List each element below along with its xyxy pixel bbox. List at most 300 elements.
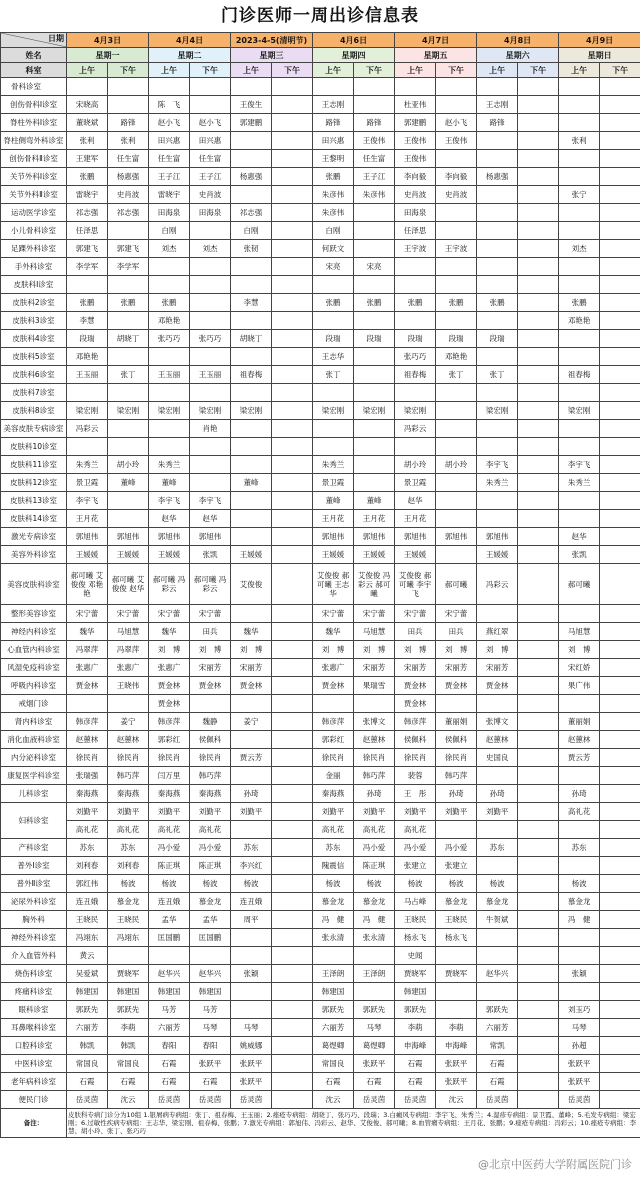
doctor-cell: 艾俊俊 郝可曦 李宇飞 — [395, 564, 436, 605]
doctor-cell: 张巧巧 — [149, 330, 190, 348]
doctor-cell: 李宇飞 — [559, 456, 600, 474]
doctor-cell — [600, 1001, 640, 1019]
doctor-cell: 张鹏 — [313, 294, 354, 312]
doctor-cell — [477, 312, 518, 330]
doctor-cell: 马琴 — [559, 1019, 600, 1037]
doctor-cell: 杨波 — [436, 875, 477, 893]
doctor-cell: 史肖波 — [395, 186, 436, 204]
doctor-cell — [108, 78, 149, 96]
doctor-cell — [518, 276, 559, 294]
doctor-cell: 郭红伟 — [67, 875, 108, 893]
doctor-cell — [518, 857, 559, 875]
doctor-cell — [518, 438, 559, 456]
doctor-cell: 张瑞强 — [67, 767, 108, 785]
dept-name-cell: 普外Ⅰ诊室 — [1, 857, 67, 875]
doctor-cell — [518, 294, 559, 312]
doctor-cell — [354, 96, 395, 114]
doctor-cell — [477, 821, 518, 839]
doctor-cell: 高礼花 — [190, 821, 231, 839]
doctor-cell — [231, 78, 272, 96]
doctor-cell: 郭彩红 — [313, 731, 354, 749]
doctor-cell — [190, 348, 231, 366]
doctor-cell — [354, 348, 395, 366]
doctor-cell: 张丁 — [436, 366, 477, 384]
doctor-cell — [518, 402, 559, 420]
doctor-cell: 赵华 — [190, 510, 231, 528]
doctor-cell — [518, 330, 559, 348]
doctor-cell: 刘勤平 — [108, 803, 149, 821]
dept-name-cell: 皮肤科4诊室 — [1, 330, 67, 348]
doctor-cell: 赵小飞 — [436, 114, 477, 132]
doctor-cell — [231, 438, 272, 456]
doctor-cell: 郭跃先 — [477, 1001, 518, 1019]
doctor-cell: 岳灵茵 — [395, 1091, 436, 1109]
doctor-cell — [518, 204, 559, 222]
doctor-cell: 宋宁蕾 — [436, 605, 477, 623]
doctor-cell: 刘 博 — [559, 641, 600, 659]
doctor-cell: 韩建国 — [149, 983, 190, 1001]
dept-name-cell: 手外科诊室 — [1, 258, 67, 276]
doctor-cell: 赵小飞 — [190, 114, 231, 132]
doctor-cell — [108, 420, 149, 438]
doctor-cell: 马芳 — [149, 1001, 190, 1019]
doctor-cell: 苏东 — [313, 839, 354, 857]
doctor-cell — [518, 546, 559, 564]
doctor-cell — [231, 528, 272, 546]
doctor-cell — [477, 222, 518, 240]
doctor-cell — [600, 749, 640, 767]
doctor-cell — [518, 1055, 559, 1073]
name-label: 姓名 — [1, 48, 67, 63]
table-row — [1, 150, 640, 168]
doctor-cell: 李学军 — [67, 258, 108, 276]
doctor-cell: 郭建飞 — [67, 240, 108, 258]
doctor-cell: 杨波 — [149, 875, 190, 893]
am-label: 上午 — [231, 63, 272, 78]
doctor-cell: 董丽娟 — [559, 713, 600, 731]
doctor-cell: 侯佩科 — [395, 731, 436, 749]
date-cell: 4月4日 — [149, 33, 231, 48]
doctor-cell: 宋红娇 — [559, 659, 600, 677]
doctor-cell: 李宇飞 — [477, 456, 518, 474]
doctor-cell: 连丑娥 — [67, 893, 108, 911]
dept-name-cell: 皮肤科Ⅰ诊室 — [1, 276, 67, 294]
doctor-cell: 刘 博 — [231, 641, 272, 659]
doctor-cell — [518, 510, 559, 528]
doctor-cell: 张巧巧 — [395, 348, 436, 366]
doctor-cell: 张凯 — [559, 546, 600, 564]
doctor-cell: 张鹏 — [395, 294, 436, 312]
doctor-cell: 王月花 — [67, 510, 108, 528]
doctor-cell — [518, 965, 559, 983]
doctor-cell: 刘勤平 — [354, 803, 395, 821]
doctor-cell: 宋宁蕾 — [395, 605, 436, 623]
doctor-cell: 杨波 — [108, 875, 149, 893]
doctor-cell — [600, 132, 640, 150]
doctor-cell — [190, 947, 231, 965]
doctor-cell: 张惠广 — [313, 659, 354, 677]
doctor-cell: 朱秀兰 — [313, 456, 354, 474]
dept-name-cell: 关节外科Ⅰ诊室 — [1, 168, 67, 186]
doctor-cell — [272, 1091, 313, 1109]
doctor-cell: 杨波 — [395, 875, 436, 893]
doctor-cell — [600, 96, 640, 114]
doctor-cell: 胡晓丁 — [231, 330, 272, 348]
doctor-cell: 艾俊俊 — [231, 564, 272, 605]
doctor-cell: 任生富 — [108, 150, 149, 168]
doctor-cell: 孙琦 — [354, 785, 395, 803]
doctor-cell: 梁宏刚 — [149, 402, 190, 420]
doctor-cell: 魏华 — [313, 623, 354, 641]
doctor-cell: 祁志强 — [231, 204, 272, 222]
doctor-cell — [477, 947, 518, 965]
doctor-cell — [518, 312, 559, 330]
doctor-cell: 韩凯 — [108, 1037, 149, 1055]
doctor-cell — [231, 312, 272, 330]
table-row — [1, 767, 640, 785]
doctor-cell — [518, 677, 559, 695]
doctor-cell: 雷晓宇 — [67, 186, 108, 204]
doctor-cell: 沈云 — [108, 1091, 149, 1109]
doctor-cell — [313, 384, 354, 402]
doctor-cell: 岳灵茵 — [354, 1091, 395, 1109]
doctor-cell: 王建军 — [67, 150, 108, 168]
doctor-cell — [231, 510, 272, 528]
doctor-cell — [272, 839, 313, 857]
doctor-cell — [518, 474, 559, 492]
doctor-cell — [600, 528, 640, 546]
doctor-cell: 董峰 — [354, 492, 395, 510]
doctor-cell — [559, 150, 600, 168]
doctor-cell — [518, 420, 559, 438]
table-row — [1, 1019, 640, 1037]
doctor-cell: 高礼花 — [559, 803, 600, 821]
table-row — [1, 1073, 640, 1091]
doctor-cell: 韩巧萍 — [354, 767, 395, 785]
doctor-cell: 苏东 — [231, 839, 272, 857]
doctor-cell: 张凯 — [190, 546, 231, 564]
doctor-cell: 牛贺斌 — [477, 911, 518, 929]
doctor-cell: 韩彦萍 — [313, 713, 354, 731]
table-row — [1, 785, 640, 803]
dept-name-cell: 消化血液科诊室 — [1, 731, 67, 749]
doctor-cell — [231, 150, 272, 168]
doctor-cell: 贾金林 — [231, 677, 272, 695]
doctor-cell — [313, 947, 354, 965]
doctor-cell: 沈云 — [436, 1091, 477, 1109]
doctor-cell — [518, 132, 559, 150]
corner-cell — [1, 33, 67, 48]
table-row — [1, 492, 640, 510]
doctor-cell: 张博文 — [354, 713, 395, 731]
doctor-cell — [190, 438, 231, 456]
table-row — [1, 510, 640, 528]
dept-name-cell: 小儿骨科诊室 — [1, 222, 67, 240]
doctor-cell — [272, 510, 313, 528]
dept-name-cell: 老年病科诊室 — [1, 1073, 67, 1091]
doctor-cell: 冯翊东 — [108, 929, 149, 947]
doctor-cell: 郭建飞 — [108, 240, 149, 258]
weekday-cell: 星期五 — [395, 48, 477, 63]
doctor-cell: 史国良 — [477, 749, 518, 767]
table-row — [1, 330, 640, 348]
doctor-cell — [436, 312, 477, 330]
doctor-cell — [436, 492, 477, 510]
doctor-cell — [518, 150, 559, 168]
doctor-cell — [395, 438, 436, 456]
doctor-cell: 张鹏 — [477, 294, 518, 312]
dept-name-cell: 中医科诊室 — [1, 1055, 67, 1073]
doctor-cell: 张永清 — [354, 929, 395, 947]
doctor-cell: 冯 健 — [559, 911, 600, 929]
doctor-cell: 艾俊俊 冯彩云 郝可曦 — [354, 564, 395, 605]
doctor-cell — [149, 438, 190, 456]
pm-label: 下午 — [436, 63, 477, 78]
doctor-cell: 郭跃先 — [67, 1001, 108, 1019]
doctor-cell: 宋宁蕾 — [149, 605, 190, 623]
doctor-cell — [600, 438, 640, 456]
doctor-cell: 杨波 — [559, 875, 600, 893]
doctor-cell — [600, 1091, 640, 1109]
doctor-cell: 田兴惠 — [313, 132, 354, 150]
doctor-cell: 连丑娥 — [149, 893, 190, 911]
doctor-cell: 郭旭伟 — [149, 528, 190, 546]
doctor-cell — [67, 384, 108, 402]
doctor-cell: 张博文 — [477, 713, 518, 731]
doctor-cell: 徐民肖 — [108, 749, 149, 767]
doctor-cell: 宋丽芳 — [395, 659, 436, 677]
dept-name-cell: 关节外科Ⅱ诊室 — [1, 186, 67, 204]
doctor-cell: 冯小爱 — [395, 839, 436, 857]
doctor-cell — [231, 258, 272, 276]
dept-name-cell: 普外Ⅱ诊室 — [1, 875, 67, 893]
doctor-cell — [518, 240, 559, 258]
doctor-cell — [436, 420, 477, 438]
doctor-cell — [272, 749, 313, 767]
doctor-cell: 黄云 — [67, 947, 108, 965]
doctor-cell — [600, 929, 640, 947]
doctor-cell — [518, 1091, 559, 1109]
doctor-cell — [395, 312, 436, 330]
doctor-cell: 段瑞 — [477, 330, 518, 348]
schedule-body — [1, 78, 640, 1109]
doctor-cell — [272, 1037, 313, 1055]
doctor-cell — [272, 240, 313, 258]
table-row — [1, 839, 640, 857]
doctor-cell — [600, 78, 640, 96]
doctor-cell: 冯翠萍 — [67, 641, 108, 659]
doctor-cell: 魏华 — [231, 623, 272, 641]
doctor-cell: 路锋 — [313, 114, 354, 132]
doctor-cell: 孙琦 — [231, 785, 272, 803]
table-row — [1, 893, 640, 911]
doctor-cell: 郭彩红 — [149, 731, 190, 749]
dept-name-cell: 美容皮肤专病诊室 — [1, 420, 67, 438]
doctor-cell — [313, 78, 354, 96]
doctor-cell: 宋丽芳 — [190, 659, 231, 677]
doctor-cell — [149, 78, 190, 96]
doctor-cell — [272, 857, 313, 875]
doctor-cell: 刘 博 — [395, 641, 436, 659]
doctor-cell: 李萌 — [108, 1019, 149, 1037]
doctor-cell: 申海峰 — [436, 1037, 477, 1055]
doctor-cell: 王志华 — [313, 348, 354, 366]
table-row — [1, 929, 640, 947]
dept-name-cell: 戒烟门诊 — [1, 695, 67, 713]
doctor-cell — [600, 947, 640, 965]
doctor-cell: 孙琦 — [436, 785, 477, 803]
doctor-cell — [477, 510, 518, 528]
table-row — [1, 983, 640, 1001]
doctor-cell — [231, 605, 272, 623]
doctor-cell — [272, 785, 313, 803]
am-label: 上午 — [149, 63, 190, 78]
doctor-cell: 孙超 — [559, 1037, 600, 1055]
doctor-cell: 连丑娥 — [231, 893, 272, 911]
doctor-cell: 金丽 — [313, 767, 354, 785]
doctor-cell: 朱彦伟 — [354, 186, 395, 204]
doctor-cell — [272, 947, 313, 965]
table-row — [1, 749, 640, 767]
doctor-cell: 赵蕙林 — [108, 731, 149, 749]
table-row — [1, 605, 640, 623]
doctor-cell: 马琴 — [190, 1019, 231, 1037]
doctor-cell — [272, 78, 313, 96]
table-row — [1, 713, 640, 731]
doctor-cell: 马琴 — [231, 1019, 272, 1037]
doctor-cell: 六丽芳 — [477, 1019, 518, 1037]
doctor-cell — [67, 78, 108, 96]
doctor-cell: 贾晓军 — [436, 965, 477, 983]
doctor-cell: 李学军 — [108, 258, 149, 276]
date-cell: 4月6日 — [313, 33, 395, 48]
date-cell: 2023-4-5(清明节) — [231, 33, 313, 48]
doctor-cell — [436, 821, 477, 839]
doctor-cell — [518, 803, 559, 821]
doctor-cell: 祖春梅 — [231, 366, 272, 384]
doctor-cell: 侯佩科 — [190, 731, 231, 749]
doctor-cell — [518, 695, 559, 713]
table-row — [1, 366, 640, 384]
doctor-cell: 董丽娟 — [436, 713, 477, 731]
doctor-cell — [600, 695, 640, 713]
doctor-cell — [477, 186, 518, 204]
doctor-cell — [600, 821, 640, 839]
doctor-cell: 刘勤平 — [477, 803, 518, 821]
doctor-cell — [600, 965, 640, 983]
doctor-cell: 岳灵茵 — [477, 1091, 518, 1109]
doctor-cell: 郝可曦 — [436, 564, 477, 605]
doctor-cell — [477, 857, 518, 875]
doctor-cell: 李慧 — [231, 294, 272, 312]
doctor-cell — [436, 474, 477, 492]
doctor-cell: 石霞 — [395, 1055, 436, 1073]
doctor-cell: 郝可曦 冯彩云 — [149, 564, 190, 605]
doctor-cell: 张跃平 — [354, 1055, 395, 1073]
doctor-cell: 果广伟 — [559, 677, 600, 695]
doctor-cell: 宋丽芳 — [231, 659, 272, 677]
doctor-cell — [436, 510, 477, 528]
doctor-cell — [272, 96, 313, 114]
doctor-cell — [272, 893, 313, 911]
doctor-cell — [354, 438, 395, 456]
doctor-cell: 慕金龙 — [559, 893, 600, 911]
doctor-cell: 冯翠萍 — [108, 641, 149, 659]
doctor-cell: 春阳 — [190, 1037, 231, 1055]
doctor-cell: 王子江 — [190, 168, 231, 186]
doctor-cell: 石霞 — [149, 1055, 190, 1073]
doctor-cell: 郭旭伟 — [477, 528, 518, 546]
doctor-cell — [600, 402, 640, 420]
doctor-cell: 梁宏刚 — [313, 402, 354, 420]
table-row — [1, 402, 640, 420]
doctor-cell: 贾金林 — [395, 695, 436, 713]
doctor-cell — [354, 384, 395, 402]
doctor-cell: 刘杰 — [559, 240, 600, 258]
doctor-cell — [559, 767, 600, 785]
doctor-cell: 杨永飞 — [436, 929, 477, 947]
doctor-cell: 六丽芳 — [149, 1019, 190, 1037]
doctor-cell — [518, 1073, 559, 1091]
pm-label: 下午 — [272, 63, 313, 78]
doctor-cell: 刘利春 — [108, 857, 149, 875]
doctor-cell: 朱秀兰 — [149, 456, 190, 474]
table-row — [1, 312, 640, 330]
doctor-cell — [436, 438, 477, 456]
doctor-cell — [231, 276, 272, 294]
doctor-cell: 石霞 — [108, 1073, 149, 1091]
doctor-cell: 匡国鹏 — [190, 929, 231, 947]
doctor-cell — [477, 384, 518, 402]
doctor-cell: 陈正琪 — [149, 857, 190, 875]
doctor-cell: 冯 健 — [354, 911, 395, 929]
doctor-cell — [354, 983, 395, 1001]
doctor-cell: 张利 — [559, 132, 600, 150]
table-row — [1, 731, 640, 749]
doctor-cell — [272, 564, 313, 605]
doctor-cell: 王媛媛 — [149, 546, 190, 564]
doctor-cell — [436, 276, 477, 294]
doctor-cell: 王媛媛 — [477, 546, 518, 564]
doctor-cell: 果瑞雪 — [354, 677, 395, 695]
doctor-cell — [190, 276, 231, 294]
doctor-cell — [559, 420, 600, 438]
doctor-cell: 张丁 — [477, 366, 518, 384]
doctor-cell — [190, 474, 231, 492]
doctor-cell: 高礼花 — [354, 821, 395, 839]
doctor-cell: 段瑞 — [313, 330, 354, 348]
doctor-cell: 张惠广 — [67, 659, 108, 677]
doctor-cell — [518, 713, 559, 731]
doctor-cell: 田海泉 — [395, 204, 436, 222]
doctor-cell: 王晓民 — [395, 911, 436, 929]
doctor-cell — [559, 204, 600, 222]
doctor-cell — [518, 839, 559, 857]
doctor-cell: 邓艳艳 — [436, 348, 477, 366]
doctor-cell: 冯 健 — [313, 911, 354, 929]
doctor-cell: 刘 博 — [436, 641, 477, 659]
doctor-cell: 冯翊东 — [67, 929, 108, 947]
doctor-cell: 李宇飞 — [190, 492, 231, 510]
doctor-cell: 邓艳艳 — [559, 312, 600, 330]
doctor-cell: 王泽朗 — [354, 965, 395, 983]
doctor-cell: 宋丽芳 — [436, 659, 477, 677]
doctor-cell: 孙琦 — [559, 785, 600, 803]
doctor-cell — [313, 695, 354, 713]
doctor-cell: 高礼花 — [108, 821, 149, 839]
table-row — [1, 348, 640, 366]
doctor-cell: 王晓民 — [108, 911, 149, 929]
